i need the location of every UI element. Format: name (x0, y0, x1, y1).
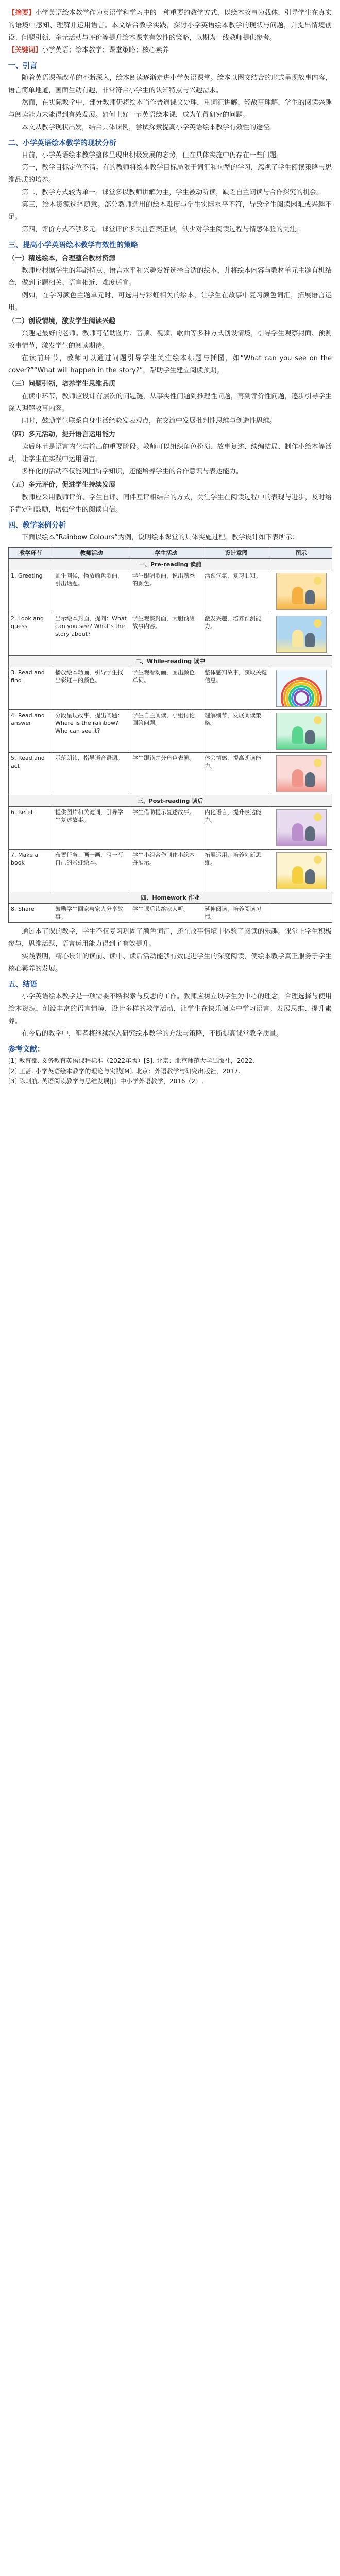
table-cell: 延伸阅读，培养阅读习惯。 (202, 904, 270, 923)
character-shape (305, 730, 315, 744)
paragraph: 教师应采用教师评价、学生自评、同伴互评相结合的方式，关注学生在阅读过程中的表现与进步，及时给予肯定和鼓励，增强学生的阅读自信。 (8, 494, 332, 514)
table-cell: 4. Read and answer (9, 710, 53, 753)
paragraph: 在读中环节，教师应设计有层次的问题链，从事实性问题到推理性问题，再到评价性问题，逐步引导学生深入理解故事内容。 (8, 393, 332, 413)
table-cell: 6. Retell (9, 807, 53, 850)
sun-shape (314, 759, 322, 767)
picture-book-illustration (276, 809, 327, 846)
table-cell: 示范朗读，指导语音语调。 (53, 753, 130, 795)
abstract-text: 小学英语绘本教学作为英语学科学习中的一种重要的教学方式，以绘本故事为载体，引导学生在真实的语境中感知、理解并运用语言。本文结合教学实践，探讨小学英语绘本教学的现状与问题，并提出情境创设、问题引领、多元活动与评价等提升绘本课堂有效性的策略，以期为一线教师提供参考。 (8, 9, 332, 42)
section-heading: 三、提高小学英语绘本教学有效性的策略 (8, 241, 138, 249)
abstract (8, 7, 332, 44)
table-cell: 播放绘本动画，引导学生找出彩虹中的颜色。 (53, 667, 130, 710)
illustration-cell (270, 753, 332, 795)
table-header-row (9, 548, 332, 559)
subsection-heading: （三）问题引领，培养学生思维品质 (8, 380, 116, 388)
paragraph: 第四，评价方式不够多元。课堂评价多关注答案正误，缺少对学生阅读过程与情感体验的关注。 (22, 226, 303, 233)
table-body (9, 559, 332, 923)
picture-book-illustration (276, 670, 327, 707)
illustration-cell (270, 613, 332, 656)
paragraph: 在今后的教学中，笔者将继续深入研究绘本教学的方法与策略，不断提高课堂教学质量。 (22, 1030, 283, 1038)
sun-shape (314, 619, 322, 628)
table-cell: 体会情感，提高朗读能力。 (202, 753, 270, 795)
picture-book-illustration (276, 616, 327, 653)
reference-item: [1] 教育部. 义务教育英语课程标准（2022年版）[S]. 北京：北京师范大学出版社，2022. (8, 1057, 254, 1064)
table-row (9, 570, 332, 613)
stage-row (9, 795, 332, 807)
lesson-plan-table (8, 547, 332, 923)
table-row (9, 807, 332, 850)
column-header: 图示 (270, 548, 332, 559)
table-cell: 5. Read and act (9, 753, 53, 795)
illustration-cell (270, 570, 332, 613)
table-row (9, 753, 332, 795)
table-row (9, 710, 332, 753)
table-cell: 3. Read and find (9, 667, 53, 710)
column-header: 教学环节 (9, 548, 53, 559)
illustration-cell (270, 667, 332, 710)
sun-shape (314, 577, 322, 585)
subsection-heading: （五）多元评价，促进学生持续发展 (8, 481, 116, 489)
table-cell: 8. Share (9, 904, 53, 923)
stage-label: 三、Post-reading 读后 (9, 795, 332, 807)
stage-label: 四、Homework 作业 (9, 892, 332, 904)
character-shape (305, 869, 315, 884)
table-cell: 学生跟读并分角色表演。 (130, 753, 202, 795)
subsection-heading: （二）创设情境，激发学生阅读兴趣 (8, 317, 116, 325)
table-cell: 学生课后读给家人听。 (130, 904, 202, 923)
reference-item: [2] 王蔷. 小学英语绘本教学的理论与实践[M]. 北京：外语教学与研究出版社，2017. (8, 1067, 241, 1075)
picture-book-illustration (276, 755, 327, 792)
character-shape (292, 769, 303, 787)
table-cell: 师生问候，播放颜色歌曲，引出话题。 (53, 570, 130, 613)
paragraph: 通过本节课的教学，学生不仅复习巩固了颜色词汇，还在故事情境中体验了阅读的乐趣。课堂上学生积极参与，思维活跃，语言运用能力得到了有效提升。 (8, 928, 332, 948)
keywords-label: 【关键词】 (8, 46, 42, 54)
table-row (9, 904, 332, 923)
table-cell: 拓展运用，培养创新思维。 (202, 850, 270, 892)
subsection-heading: （四）多元活动，提升语言运用能力 (8, 431, 116, 438)
paragraph: 小学英语绘本教学是一项需要不断探索与反思的工作。教师应树立以学生为中心的理念，合理选择与使用绘本资源，创设丰富的语言情境，设计多样的教学活动，让学生在快乐阅读中学习语言、发展思维、提升素养。 (8, 993, 332, 1025)
table-cell: 7. Make a book (9, 850, 53, 892)
section-heading: 四、教学案例分析 (8, 521, 66, 530)
table-cell: 鼓励学生回家与家人分享故事。 (53, 904, 130, 923)
paragraph: 实践表明，精心设计的读前、读中、读后活动能够有效促进学生的深度阅读，使绘本教学真正服务于学生核心素养的发展。 (8, 953, 332, 973)
illustration-cell (270, 850, 332, 892)
keywords-text: 小学英语；绘本教学；课堂策略；核心素养 (42, 46, 169, 54)
table-row (9, 613, 332, 656)
table-cell: 布置任务：画一画、写一写自己的彩虹绘本。 (53, 850, 130, 892)
character-shape (305, 772, 315, 787)
table-cell: 1. Greeting (9, 570, 53, 613)
character-shape (305, 590, 315, 604)
character-shape (292, 630, 303, 647)
keywords (8, 44, 332, 57)
character-shape (292, 587, 303, 604)
paragraph: 本文从教学现状出发，结合具体课例，尝试探索提高小学英语绘本教学有效性的途径。 (22, 124, 277, 131)
rainbow-arc-shape (294, 690, 309, 706)
illustration-cell (270, 710, 332, 753)
paragraph: 读后环节是语言内化与输出的重要阶段。教师可以组织角色扮演、故事复述、续编结局、制作小绘本等活动，让学生在实践中运用语言。 (8, 443, 332, 463)
paragraph: 下面以绘本“Rainbow Colours”为例，说明绘本课堂的具体实施过程。教学设计如下表所示： (22, 534, 299, 541)
table-cell: 理解细节，发展阅读策略。 (202, 710, 270, 753)
column-header: 学生活动 (130, 548, 202, 559)
paragraph: 兴趣是最好的老师。教师可借助图片、音频、视频、歌曲等多种方式创设情境，引导学生观察封面、预测故事情节，激发学生的阅读期待。 (8, 330, 332, 350)
sun-shape (314, 856, 322, 864)
paragraph: 在读前环节，教师可以通过问题引导学生关注绘本标题与插图，如“What can you see on the cover?”“What will happen in the story?”，帮助学生建立阅读预期。 (8, 354, 332, 375)
table-cell: 学生借助提示复述故事。 (130, 807, 202, 850)
paragraph: 同时，鼓励学生联系自身生活经验发表观点，在交流中发展批判性思维与创造性思维。 (22, 417, 277, 425)
table-cell: 激发兴趣，培养预测能力。 (202, 613, 270, 656)
abstract-label: 【摘要】 (8, 9, 36, 17)
paragraph: 教师应根据学生的年龄特点、语言水平和兴趣爱好选择合适的绘本，并将绘本内容与教材单元主题有机结合，做到主题相关、语言相近、难度适宜。 (8, 267, 332, 287)
table-cell: 2. Look and guess (9, 613, 53, 656)
illustration-cell (270, 807, 332, 850)
table-row (9, 667, 332, 710)
illustration-cell (270, 904, 332, 923)
table-cell: 出示绘本封面，提问：What can you see? What’s the story about? (53, 613, 130, 656)
table-cell: 内化语言，提升表达能力。 (202, 807, 270, 850)
stage-row (9, 559, 332, 570)
column-header: 设计意图 (202, 548, 270, 559)
paragraph: 然而，在实际教学中，部分教师仍将绘本当作普通课文处理，重词汇讲解、轻故事理解，学生的阅读兴趣与阅读能力未能得到有效发展。如何上好一节英语绘本课，成为值得研究的问题。 (8, 99, 332, 119)
paragraph: 第三，绘本资源选择随意。部分教师选用的绘本难度与学生实际水平不符，导致学生阅读困难或兴趣不足。 (8, 201, 332, 221)
sun-shape (314, 716, 322, 724)
paragraph: 目前，小学英语绘本教学整体呈现出积极发展的态势，但在具体实施中仍存在一些问题。 (22, 151, 283, 159)
table-cell: 学生观看动画，圈出颜色单词。 (130, 667, 202, 710)
character-shape (305, 633, 315, 647)
paragraph: 多样化的活动不仅能巩固所学知识，还能培养学生的合作意识与表达能力。 (22, 468, 243, 476)
table-cell: 学生自主阅读，小组讨论回答问题。 (130, 710, 202, 753)
table-cell: 整体感知故事，获取关键信息。 (202, 667, 270, 710)
section-heading: 五、结语 (8, 980, 37, 989)
section-heading: 二、小学英语绘本教学的现状分析 (8, 139, 116, 147)
stage-label: 二、While-reading 读中 (9, 656, 332, 667)
table-cell: 活跃气氛，复习旧知。 (202, 570, 270, 613)
picture-book-illustration (276, 852, 327, 889)
sun-shape (314, 813, 322, 821)
character-shape (305, 826, 315, 841)
stage-row (9, 892, 332, 904)
table-cell: 学生小组合作制作小绘本并展示。 (130, 850, 202, 892)
table-cell: 分段呈现故事，提出问题：Where is the rainbow? Who can see it? (53, 710, 130, 753)
paragraph: 例如，在学习颜色主题单元时，可选用与彩虹相关的绘本，让学生在故事中复习颜色词汇，拓展语言运用。 (8, 292, 332, 312)
subsection-heading: （一）精选绘本，合理整合教材资源 (8, 255, 116, 262)
stage-row (9, 656, 332, 667)
paragraph: 第二，教学方式较为单一。课堂多以教师讲解为主，学生被动听读，缺乏自主阅读与合作探究的机会。 (22, 189, 324, 196)
picture-book-illustration (276, 573, 327, 610)
paragraph: 随着英语课程改革的不断深入，绘本阅读逐渐走进小学英语课堂。绘本以图文结合的形式呈现故事内容，语言简单地道，画面生动有趣，非常符合小学生的认知特点与兴趣需求。 (8, 74, 332, 94)
references-heading: 参考文献： (8, 1045, 44, 1054)
stage-label: 一、Pre-reading 读前 (9, 559, 332, 570)
column-header: 教师活动 (53, 548, 130, 559)
table-cell: 提供图片和关键词，引导学生复述故事。 (53, 807, 130, 850)
table-row (9, 850, 332, 892)
section-heading: 一、引言 (8, 62, 37, 70)
character-shape (292, 823, 303, 841)
picture-book-illustration (276, 713, 327, 750)
character-shape (292, 866, 303, 884)
character-shape (292, 726, 303, 744)
reference-item: [3] 陈则航. 英语阅读教学与思维发展[J]. 中小学外语教学，2016（2）. (8, 1078, 203, 1085)
table-cell: 学生跟唱歌曲，说出熟悉的颜色。 (130, 570, 202, 613)
table-cell: 学生观察封面，大胆预测故事内容。 (130, 613, 202, 656)
paragraph: 第一，教学目标定位不清。有的教师将绘本教学目标局限于词汇和句型的学习，忽视了学生阅读策略与思维品质的培养。 (8, 164, 332, 184)
